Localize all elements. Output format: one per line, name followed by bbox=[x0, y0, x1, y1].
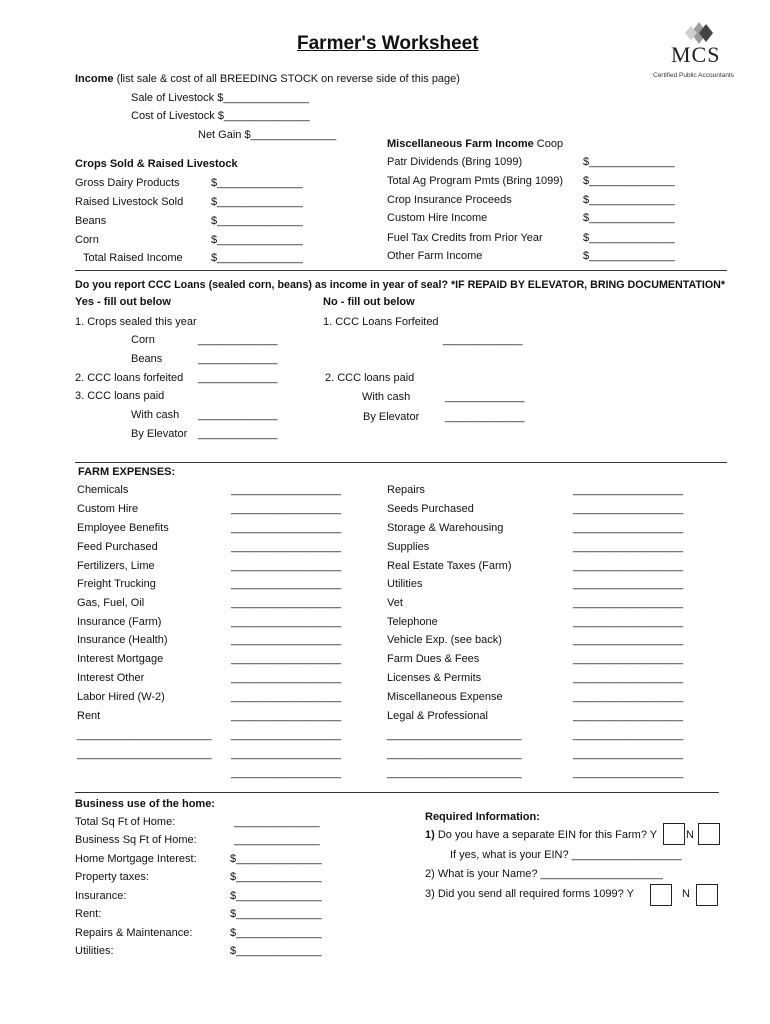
expense-amount-blank[interactable]: __________________ bbox=[231, 503, 342, 515]
q1-number: 1) bbox=[425, 829, 435, 841]
expense-label: Seeds Purchased bbox=[387, 503, 474, 515]
expense-amount-blank[interactable]: __________________ bbox=[231, 748, 342, 760]
forms-1099-yes-checkbox[interactable] bbox=[650, 884, 672, 906]
expense-amount-blank[interactable]: __________________ bbox=[573, 578, 684, 590]
no-forfeited-label: 1. CCC Loans Forfeited bbox=[323, 316, 439, 328]
crops-item-label: Gross Dairy Products bbox=[75, 177, 180, 189]
expense-amount-blank[interactable]: __________________ bbox=[573, 541, 684, 553]
by-elevator-blank[interactable]: _____________ bbox=[198, 428, 278, 440]
expense-amount-blank[interactable]: __________________ bbox=[231, 767, 342, 779]
home-item-blank[interactable]: $______________ bbox=[230, 908, 322, 920]
expense-amount-blank[interactable]: __________________ bbox=[573, 748, 684, 760]
home-item-label: Repairs & Maintenance: bbox=[75, 927, 193, 939]
income-note: (list sale & cost of all BREEDING STOCK on reverse side of this page) bbox=[116, 73, 460, 85]
required-heading: Required Information: bbox=[425, 811, 540, 823]
ein-no-label: N bbox=[686, 829, 694, 841]
misc-item-label: Other Farm Income bbox=[387, 250, 483, 262]
cost-of-livestock[interactable]: Cost of Livestock $______________ bbox=[131, 110, 310, 122]
expense-amount-blank[interactable]: __________________ bbox=[573, 503, 684, 515]
expense-amount-blank[interactable]: __________________ bbox=[573, 691, 684, 703]
expense-amount-blank[interactable]: __________________ bbox=[231, 597, 342, 609]
expense-label: Legal & Professional bbox=[387, 710, 488, 722]
expense-amount-blank[interactable]: __________________ bbox=[231, 710, 342, 722]
with-cash-label: With cash bbox=[131, 409, 180, 421]
misc-item-label: Fuel Tax Credits from Prior Year bbox=[387, 232, 543, 244]
divider bbox=[75, 462, 727, 463]
crops-item-blank[interactable]: $______________ bbox=[211, 234, 303, 246]
expense-amount-blank[interactable]: __________________ bbox=[573, 729, 684, 741]
net-gain[interactable]: Net Gain $______________ bbox=[198, 129, 337, 141]
home-item-label: Rent: bbox=[75, 908, 102, 920]
corn-blank[interactable]: _____________ bbox=[198, 334, 278, 346]
misc-item-blank[interactable]: $______________ bbox=[583, 232, 675, 244]
expense-label: Employee Benefits bbox=[77, 522, 169, 534]
forms-1099-no-checkbox[interactable] bbox=[696, 884, 718, 906]
divider bbox=[75, 270, 727, 271]
misc-item-label: Patr Dividends (Bring 1099) bbox=[387, 156, 523, 168]
expense-amount-blank[interactable]: __________________ bbox=[231, 560, 342, 572]
ccc-paid-label: 3. CCC loans paid bbox=[75, 390, 165, 402]
crops-item-blank[interactable]: $______________ bbox=[211, 215, 303, 227]
expense-label: Interest Other bbox=[77, 672, 145, 684]
home-item-label: Utilities: bbox=[75, 945, 114, 957]
expense-amount-blank[interactable]: __________________ bbox=[231, 691, 342, 703]
beans-blank[interactable]: _____________ bbox=[198, 353, 278, 365]
expense-amount-blank[interactable]: __________________ bbox=[231, 653, 342, 665]
home-item-blank[interactable]: $______________ bbox=[230, 945, 322, 957]
expense-custom-label-blank[interactable]: ______________________ bbox=[387, 729, 522, 741]
expense-amount-blank[interactable]: __________________ bbox=[231, 729, 342, 741]
ccc-yes-heading: Yes - fill out below bbox=[75, 296, 171, 308]
expense-amount-blank[interactable]: __________________ bbox=[231, 672, 342, 684]
corn-label: Corn bbox=[131, 334, 155, 346]
expense-amount-blank[interactable]: __________________ bbox=[573, 767, 684, 779]
no-with-cash-blank[interactable]: _____________ bbox=[445, 391, 525, 403]
expense-custom-label-blank[interactable]: ______________________ bbox=[77, 729, 212, 741]
home-item-label: Total Sq Ft of Home: bbox=[75, 816, 176, 828]
home-item-blank[interactable]: ______________ bbox=[234, 834, 320, 846]
beans-label: Beans bbox=[131, 353, 163, 365]
crops-item-label: Beans bbox=[75, 215, 107, 227]
expense-label: Custom Hire bbox=[77, 503, 139, 515]
expense-label: Vehicle Exp. (see back) bbox=[387, 634, 502, 646]
expense-amount-blank[interactable]: __________________ bbox=[231, 522, 342, 534]
expense-label: Chemicals bbox=[77, 484, 129, 496]
divider bbox=[75, 792, 719, 793]
expense-label: Insurance (Farm) bbox=[77, 616, 162, 628]
expense-amount-blank[interactable]: __________________ bbox=[573, 597, 684, 609]
q1-text: Do you have a separate EIN for this Farm? Y bbox=[434, 829, 658, 841]
with-cash-blank[interactable]: _____________ bbox=[198, 409, 278, 421]
ccc-question: Do you report CCC Loans (sealed corn, beans) as income in year of seal? *IF REPAID BY ELEVATOR, BRING DOCUMENTATION* bbox=[75, 279, 726, 291]
expense-custom-label-blank[interactable]: ______________________ bbox=[77, 748, 212, 760]
sale-of-livestock[interactable]: Sale of Livestock $______________ bbox=[131, 92, 309, 104]
misc-item-blank[interactable]: $______________ bbox=[583, 194, 675, 206]
home-item-blank[interactable]: ______________ bbox=[234, 816, 320, 828]
home-heading: Business use of the home: bbox=[75, 798, 215, 810]
crops-item-label: Raised Livestock Sold bbox=[75, 196, 184, 208]
expense-label: Telephone bbox=[387, 616, 438, 628]
crops-sealed-label: 1. Crops sealed this year bbox=[75, 316, 197, 328]
by-elevator-label: By Elevator bbox=[131, 428, 188, 440]
expense-label: Vet bbox=[387, 597, 403, 609]
home-item-label: Property taxes: bbox=[75, 871, 149, 883]
expense-amount-blank[interactable]: __________________ bbox=[231, 616, 342, 628]
home-item-blank[interactable]: $______________ bbox=[230, 927, 322, 939]
ccc-forfeited-label: 2. CCC loans forfeited bbox=[75, 372, 184, 384]
no-with-cash-label: With cash bbox=[362, 391, 411, 403]
expense-label: Gas, Fuel, Oil bbox=[77, 597, 145, 609]
expense-amount-blank[interactable]: __________________ bbox=[573, 522, 684, 534]
expense-label: Interest Mortgage bbox=[77, 653, 164, 665]
income-heading: Income bbox=[75, 73, 114, 85]
expense-amount-blank[interactable]: __________________ bbox=[573, 560, 684, 572]
misc-item-blank[interactable]: $______________ bbox=[583, 156, 675, 168]
ccc-no-heading: No - fill out below bbox=[323, 296, 415, 308]
name-field[interactable]: 2) What is your Name? ____________________ bbox=[425, 868, 663, 880]
home-item-label: Business Sq Ft of Home: bbox=[75, 834, 197, 846]
expense-amount-blank[interactable]: __________________ bbox=[573, 616, 684, 628]
ein-question bbox=[425, 829, 657, 841]
no-paid-label: 2. CCC loans paid bbox=[325, 372, 415, 384]
crops-item-label: Corn bbox=[75, 234, 99, 246]
forms-1099-no-label: N bbox=[682, 888, 690, 900]
crops-heading: Crops Sold & Raised Livestock bbox=[75, 158, 238, 170]
expense-label: Feed Purchased bbox=[77, 541, 158, 553]
misc-item-blank[interactable]: $______________ bbox=[583, 212, 675, 224]
misc-item-label: Custom Hire Income bbox=[387, 212, 488, 224]
ein-no-checkbox[interactable] bbox=[698, 823, 720, 845]
page-title: Farmer's Worksheet bbox=[297, 33, 479, 54]
expense-amount-blank[interactable]: __________________ bbox=[573, 653, 684, 665]
expense-amount-blank[interactable]: __________________ bbox=[573, 634, 684, 646]
misc-heading-line bbox=[387, 138, 563, 150]
expense-label: Real Estate Taxes (Farm) bbox=[387, 560, 512, 572]
misc-heading-suffix: Coop bbox=[533, 138, 564, 150]
logo-text: MCS bbox=[671, 42, 721, 67]
home-item-blank[interactable]: $______________ bbox=[230, 853, 322, 865]
expense-label: Labor Hired (W-2) bbox=[77, 691, 165, 703]
no-by-elevator-blank[interactable]: _____________ bbox=[445, 411, 525, 423]
expense-label: Freight Trucking bbox=[77, 578, 156, 590]
expense-label: Supplies bbox=[387, 541, 430, 553]
expense-amount-blank[interactable]: __________________ bbox=[573, 484, 684, 496]
crops-item-blank[interactable]: $______________ bbox=[211, 196, 303, 208]
expense-amount-blank[interactable]: __________________ bbox=[231, 541, 342, 553]
expense-amount-blank[interactable]: __________________ bbox=[231, 578, 342, 590]
crops-item-blank[interactable]: $______________ bbox=[211, 252, 303, 264]
home-item-blank[interactable]: $______________ bbox=[230, 890, 322, 902]
expense-amount-blank[interactable]: __________________ bbox=[231, 634, 342, 646]
expense-label: Repairs bbox=[387, 484, 425, 496]
misc-item-label: Crop Insurance Proceeds bbox=[387, 194, 512, 206]
logo-subtitle: Certified Public Accountants bbox=[653, 72, 734, 79]
expense-amount-blank[interactable]: __________________ bbox=[573, 672, 684, 684]
expense-custom-label-blank[interactable]: ______________________ bbox=[387, 748, 522, 760]
expense-label: Fertilizers, Lime bbox=[77, 560, 155, 572]
misc-heading: Miscellaneous Farm Income bbox=[387, 138, 534, 150]
expense-label: Rent bbox=[77, 710, 101, 722]
forms-1099-question: 3) Did you send all required forms 1099? Y bbox=[425, 888, 634, 900]
ein-yes-checkbox[interactable] bbox=[663, 823, 685, 845]
income-line bbox=[75, 73, 460, 85]
misc-item-blank[interactable]: $______________ bbox=[583, 175, 675, 187]
expense-amount-blank[interactable]: __________________ bbox=[231, 484, 342, 496]
misc-item-label: Total Ag Program Pmts (Bring 1099) bbox=[387, 175, 564, 187]
home-item-blank[interactable]: $______________ bbox=[230, 871, 322, 883]
home-item-label: Home Mortgage Interest: bbox=[75, 853, 197, 865]
crops-item-blank[interactable]: $______________ bbox=[211, 177, 303, 189]
expense-label: Farm Dues & Fees bbox=[387, 653, 480, 665]
expense-label: Utilities bbox=[387, 578, 423, 590]
misc-item-blank[interactable]: $______________ bbox=[583, 250, 675, 262]
expense-custom-label-blank[interactable]: ______________________ bbox=[387, 767, 522, 779]
crops-item-label: Total Raised Income bbox=[83, 252, 183, 264]
no-forfeited-blank[interactable]: _____________ bbox=[443, 334, 523, 346]
expense-amount-blank[interactable]: __________________ bbox=[573, 710, 684, 722]
ein-number-field[interactable]: If yes, what is your EIN? __________________ bbox=[450, 849, 682, 861]
expenses-heading: FARM EXPENSES: bbox=[78, 466, 176, 478]
home-item-label: Insurance: bbox=[75, 890, 127, 902]
no-by-elevator-label: By Elevator bbox=[363, 411, 420, 423]
expense-label: Insurance (Health) bbox=[77, 634, 168, 646]
expense-label: Licenses & Permits bbox=[387, 672, 482, 684]
expense-label: Storage & Warehousing bbox=[387, 522, 504, 534]
expense-label: Miscellaneous Expense bbox=[387, 691, 503, 703]
ccc-forfeited-blank[interactable]: _____________ bbox=[198, 372, 278, 384]
